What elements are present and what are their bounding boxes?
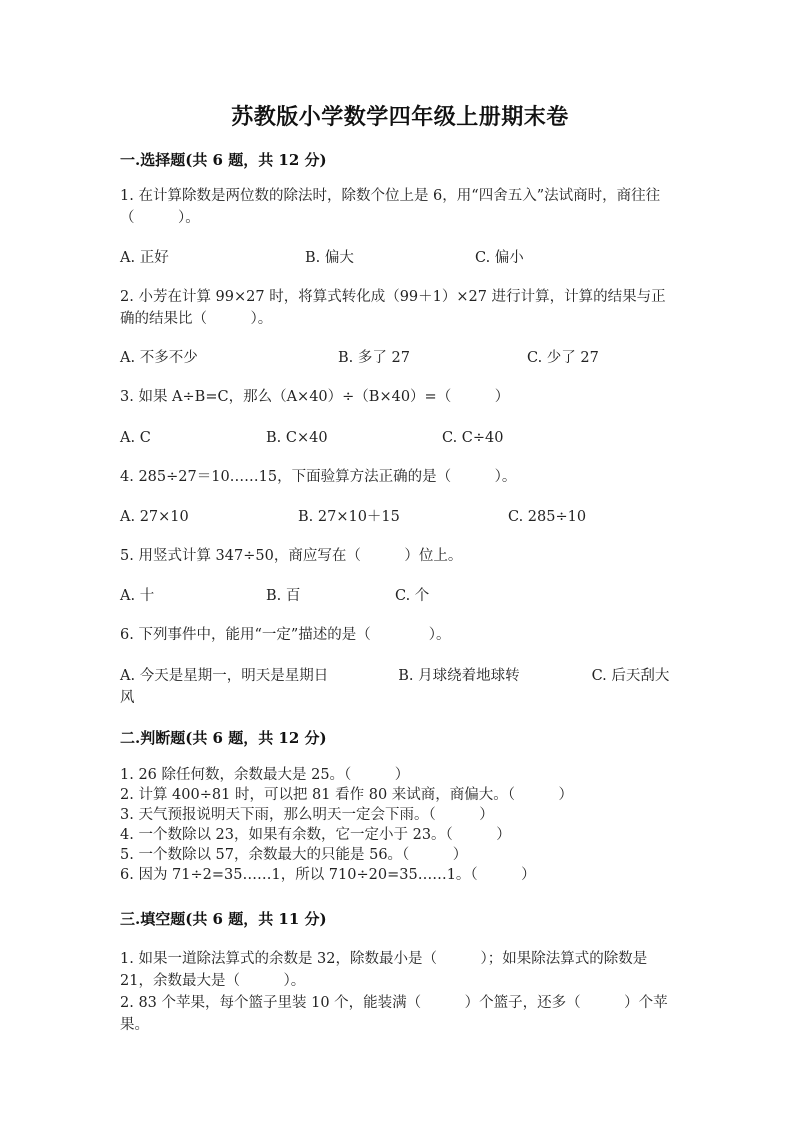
option-a: A. 正好 bbox=[120, 250, 169, 266]
judge-item-3: 3. 天气预报说明天下雨，那么明天一定会下雨。（ ） bbox=[120, 807, 494, 823]
judge-item-5: 5. 一个数除以 57，余数最大的只能是 56。（ ） bbox=[120, 847, 468, 863]
choice-question-1: 1. 在计算除数是两位数的除法时，除数个位上是 6，用“四舍五入”法试商时，商往往（ ）。 bbox=[120, 188, 661, 226]
fill-question-2: 2. 83 个苹果，每个篮子里装 10 个，能装满（ ）个篮子，还多（ ）个苹果。 bbox=[120, 995, 668, 1033]
option-a: A. 十 bbox=[120, 588, 155, 604]
option-c: C. 285÷10 bbox=[508, 509, 587, 525]
choice-options-3 bbox=[120, 427, 680, 449]
option-a: A. 今天是星期一，明天是星期日 bbox=[120, 668, 329, 684]
judge-list bbox=[120, 765, 680, 885]
choice-options-4 bbox=[120, 506, 680, 528]
option-b: B. 月球绕着地球转 bbox=[398, 668, 520, 684]
option-c: C. C÷40 bbox=[442, 430, 504, 446]
option-a: A. C bbox=[120, 430, 151, 446]
choice-question-5: 5. 用竖式计算 347÷50，商应写在（ ）位上。 bbox=[120, 548, 463, 564]
option-c: C. 个 bbox=[395, 588, 430, 604]
choice-options-5 bbox=[120, 585, 680, 607]
section-heading-choice: 一.选择题(共 6 题，共 12 分) bbox=[120, 151, 327, 169]
choice-question-6: 6. 下列事件中，能用“一定”描述的是（ ）。 bbox=[120, 627, 451, 643]
choice-options-6 bbox=[120, 665, 680, 709]
judge-item-1: 1. 26 除任何数，余数最大是 25。（ ） bbox=[120, 767, 410, 783]
choice-options-2 bbox=[120, 347, 680, 369]
choice-options-1 bbox=[120, 247, 680, 269]
exam-title: 苏教版小学数学四年级上册期末卷 bbox=[231, 104, 569, 130]
option-a: A. 27×10 bbox=[120, 509, 189, 525]
option-c: C. 后天刮大风 bbox=[120, 668, 670, 706]
choice-question-4: 4. 285÷27＝10……15，下面验算方法正确的是（ ）。 bbox=[120, 469, 517, 485]
judge-item-6: 6. 因为 71÷2=35……1，所以 710÷20=35……1。（ ） bbox=[120, 867, 536, 883]
judge-item-2: 2. 计算 400÷81 时，可以把 81 看作 80 来试商，商偏大。（ ） bbox=[120, 787, 574, 803]
option-b: B. 27×10＋15 bbox=[298, 509, 400, 525]
option-b: B. 偏大 bbox=[305, 250, 354, 266]
option-c: C. 偏小 bbox=[475, 250, 524, 266]
option-b: B. 多了 27 bbox=[338, 350, 410, 366]
choice-question-2: 2. 小芳在计算 99×27 时，将算式转化成（99＋1）×27 进行计算，计算的结果与正确的结果比（ ）。 bbox=[120, 289, 666, 327]
option-b: B. C×40 bbox=[266, 430, 328, 446]
fill-question-1: 1. 如果一道除法算式的余数是 32，除数最小是（ ）；如果除法算式的除数是 21，余数最大是（ ）。 bbox=[120, 951, 648, 989]
option-a: A. 不多不少 bbox=[120, 350, 198, 366]
choice-question-3: 3. 如果 A÷B=C，那么（A×40）÷（B×40）=（ ） bbox=[120, 389, 510, 405]
section-heading-judge: 二.判断题(共 6 题，共 12 分) bbox=[120, 729, 327, 747]
option-b: B. 百 bbox=[266, 588, 301, 604]
option-c: C. 少了 27 bbox=[527, 350, 599, 366]
section-heading-fill: 三.填空题(共 6 题，共 11 分) bbox=[120, 910, 327, 928]
judge-item-4: 4. 一个数除以 23，如果有余数，它一定小于 23。（ ） bbox=[120, 827, 511, 843]
